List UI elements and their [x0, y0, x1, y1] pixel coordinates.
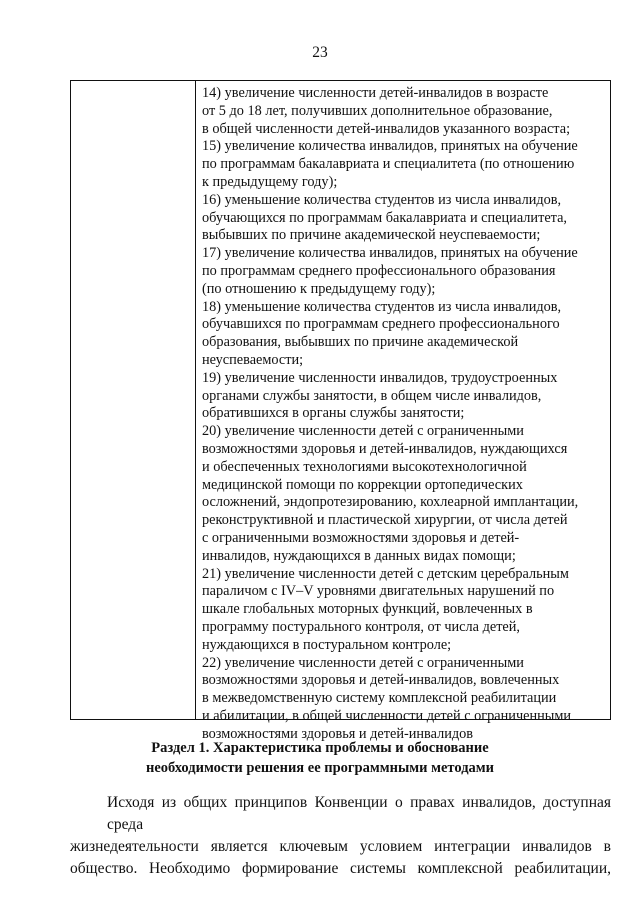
table-text-line: неуспеваемости;	[202, 351, 304, 368]
table-text-line: и обеспеченных технологиями высокотехнологичной	[202, 458, 527, 475]
table-text-line: инвалидов, нуждающихся в данных видах помощи;	[202, 547, 516, 564]
table-text-line: в общей численности детей-инвалидов указанного возраста;	[202, 120, 571, 137]
table-text-line: 22) увеличение численности детей с ограниченными	[202, 654, 524, 671]
section-heading-line-1: Раздел 1. Характеристика проблемы и обоснование	[151, 740, 489, 756]
table-text-line: (по отношению к предыдущему году);	[202, 280, 436, 297]
section-heading	[0, 738, 640, 778]
table-text-line: от 5 до 18 лет, получивших дополнительное образование,	[202, 102, 553, 119]
table-text-line: и абилитации, в общей численности детей с ограниченными	[202, 707, 572, 724]
table-text-line: медицинской помощи по коррекции ортопедических	[202, 476, 523, 493]
table-text-line: возможностями здоровья и детей-инвалидов	[202, 725, 474, 742]
table-text-line: 18) уменьшение количества студентов из числа инвалидов,	[202, 298, 562, 315]
table-text-line: 15) увеличение количества инвалидов, принятых на обучение	[202, 138, 578, 155]
body-paragraph	[70, 792, 611, 880]
table-text-line: параличом с IV–V уровнями двигательных нарушений по	[202, 583, 555, 600]
table-text-line: 21) увеличение численности детей с детским церебральным	[202, 565, 569, 582]
table-text-line: с ограниченными возможностями здоровья и детей-	[202, 529, 520, 546]
table-text-line: осложнений, эндопротезированию, кохлеарной имплантации,	[202, 494, 579, 511]
table-left-cell	[71, 81, 196, 719]
table-text-line: выбывших по причине академической неуспеваемости;	[202, 227, 541, 244]
table-text-line: возможностями здоровья и детей-инвалидов, вовлеченных	[202, 672, 560, 689]
table-text-line: 14) увеличение численности детей-инвалидов в возрасте	[202, 85, 549, 101]
table-text-line: 17) увеличение количества инвалидов, принятых на обучение	[202, 245, 578, 262]
table-text-line: в межведомственную систему комплексной реабилитации	[202, 690, 557, 707]
table-text-line: возможностями здоровья и детей-инвалидов, нуждающихся	[202, 440, 568, 457]
table-text-line: по программам среднего профессионального образования	[202, 262, 556, 279]
table-text-line: образования, выбывших по причине академической	[202, 334, 519, 351]
indicators-table	[70, 80, 611, 742]
table-text-line: органами службы занятости, в общем числе инвалидов,	[202, 387, 542, 404]
table-text-line: обучающихся по программам бакалавриата и специалитета,	[202, 209, 568, 226]
body-line-3: общество. Необходимо формирование системы комплексной реабилитации,	[70, 860, 611, 877]
table-text-line: реконструктивной и пластической хирургии, от числа детей	[202, 512, 568, 529]
table-text-line: 19) увеличение численности инвалидов, трудоустроенных	[202, 369, 558, 386]
section-heading-line-2: необходимости решения ее программными методами	[145, 760, 495, 776]
table-text-line: к предыдущему году);	[202, 173, 338, 190]
table-text-line: обучавшихся по программам среднего профессионального	[202, 316, 560, 333]
body-line-1: Исходя из общих принципов Конвенции о правах инвалидов, доступная среда	[107, 794, 611, 833]
table-text-line: 16) уменьшение количества студентов из числа инвалидов,	[202, 191, 562, 208]
table-text-line: по программам бакалавриата и специалитета (по отношению	[202, 156, 575, 173]
table-text-line: программу постурального контроля, от числа детей,	[202, 618, 521, 635]
page-number: 23	[312, 44, 328, 61]
table-text-line: шкале глобальных моторных функций, вовлеченных в	[202, 601, 533, 618]
table-text-line: 20) увеличение численности детей с ограниченными	[202, 423, 524, 440]
table-text-line: обратившихся в органы службы занятости;	[202, 405, 465, 422]
body-line-2: жизнедеятельности является ключевым условием интеграции инвалидов в	[70, 838, 611, 855]
table-right-cell	[202, 85, 606, 743]
table-text-line: нуждающихся в постуральном контроле;	[202, 636, 452, 653]
